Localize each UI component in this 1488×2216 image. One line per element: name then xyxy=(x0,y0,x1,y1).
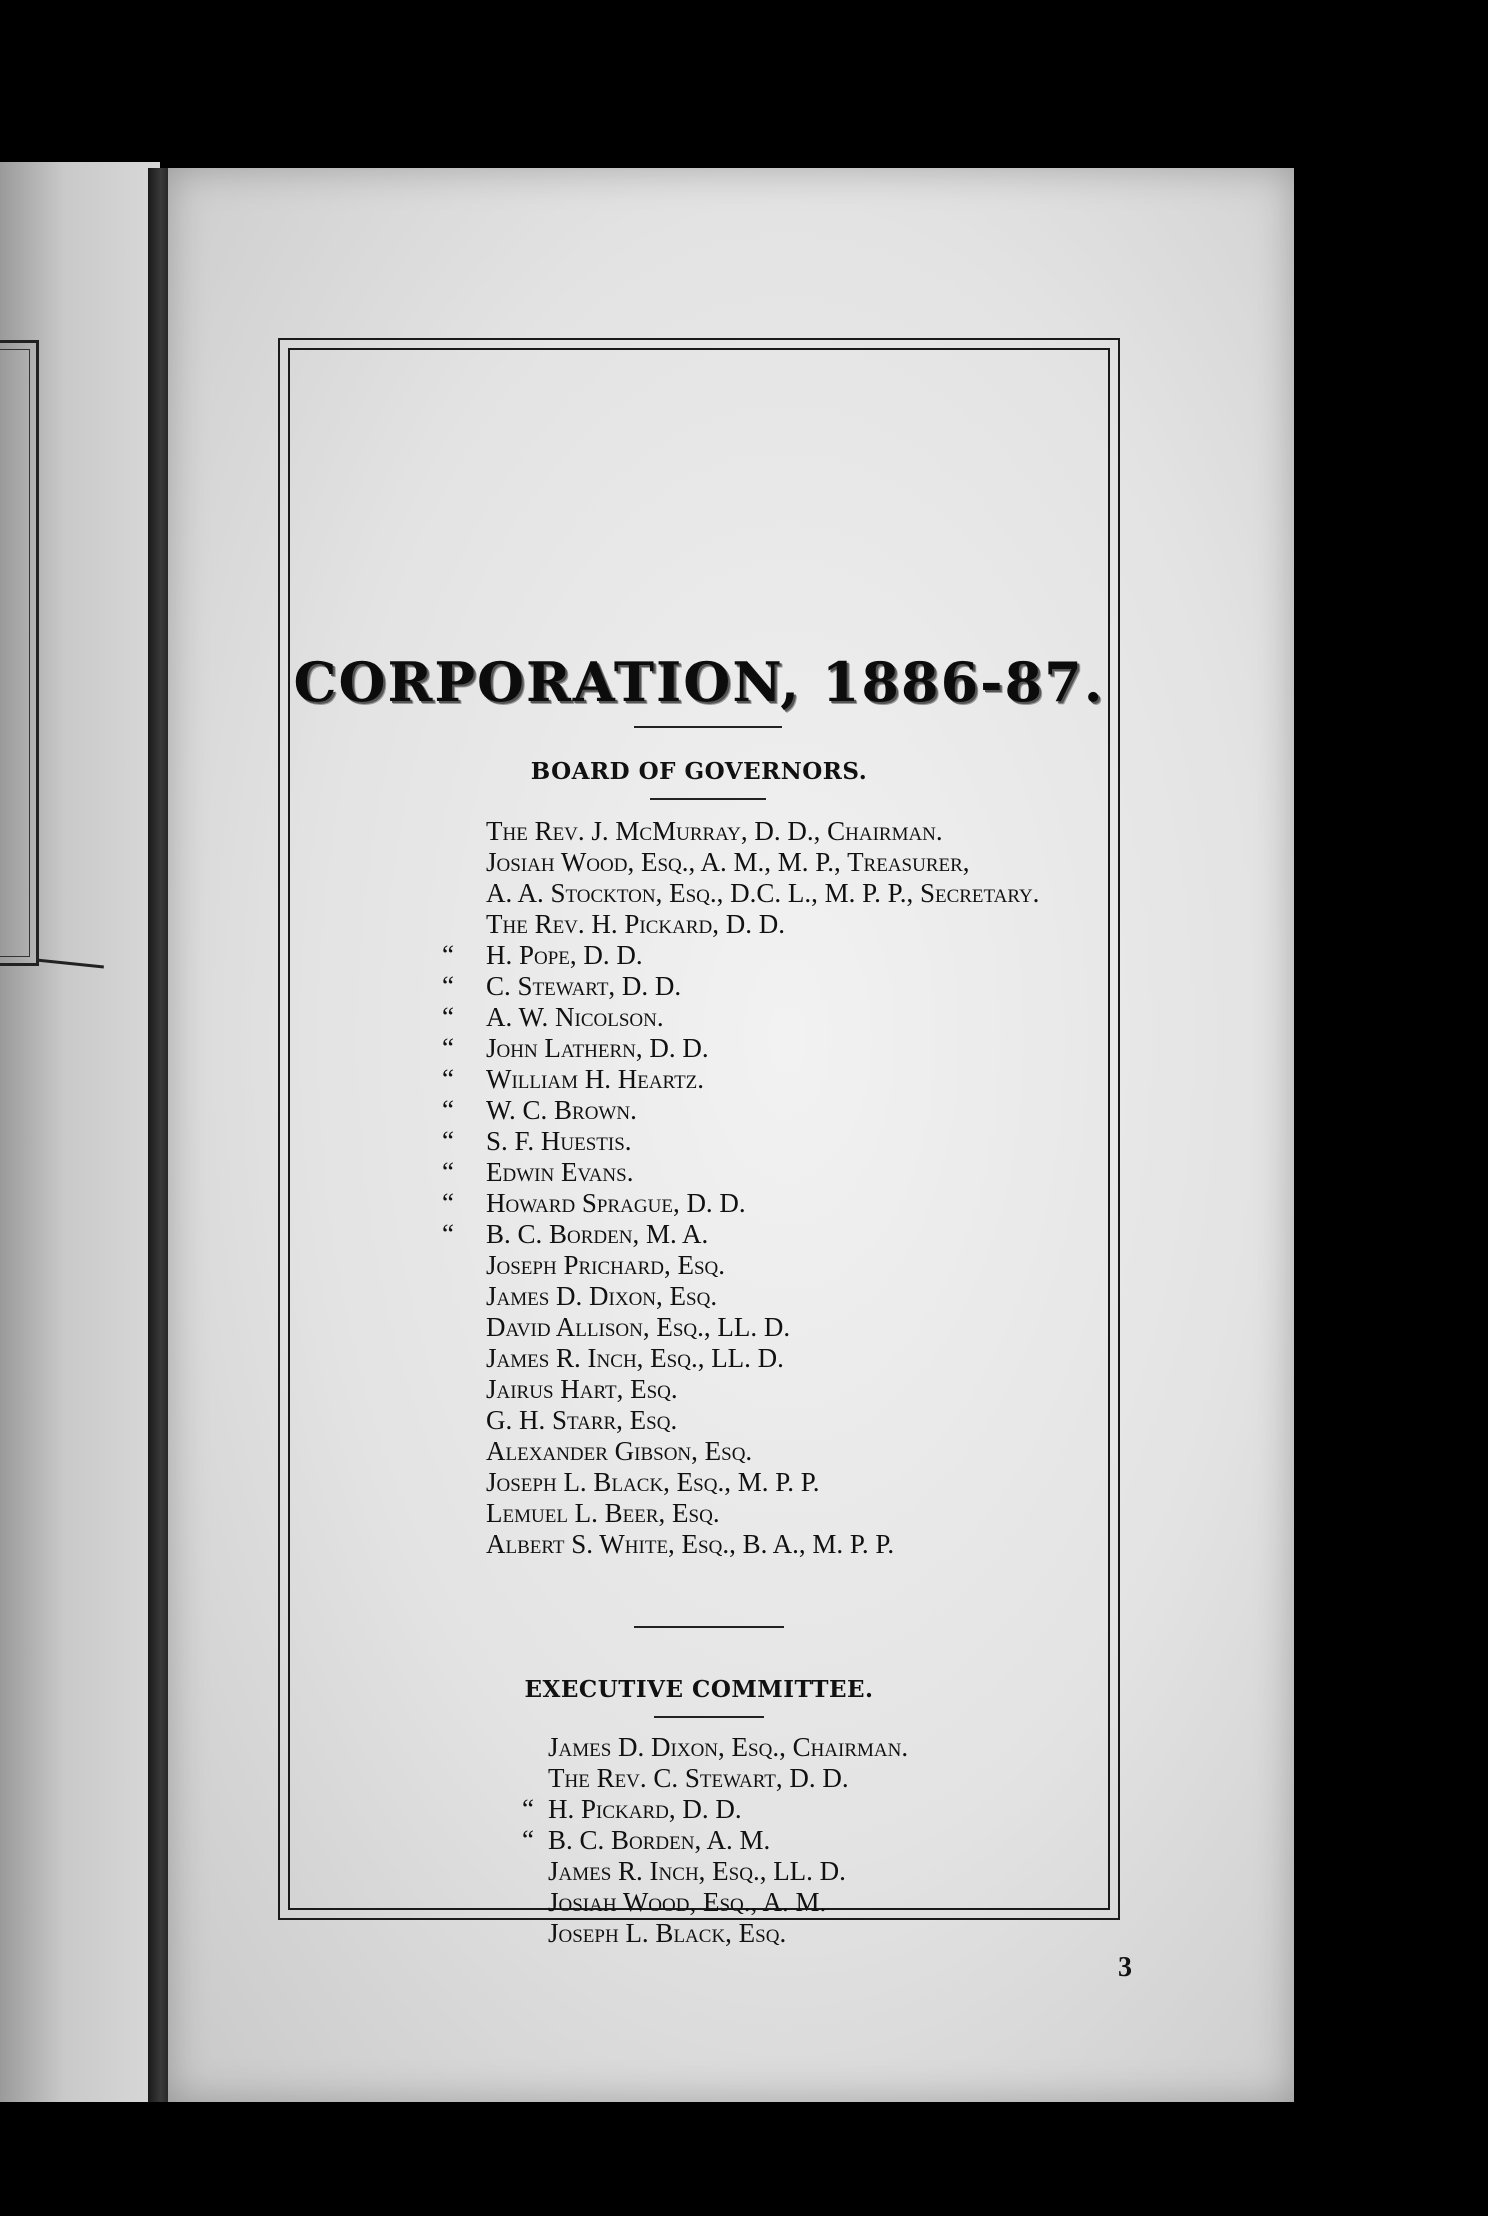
list-item: G. H. Starr, Esq. xyxy=(486,1405,678,1435)
list-item: The Rev. C. Stewart, D. D. xyxy=(548,1763,849,1793)
page-border xyxy=(278,338,1132,1983)
list-item: “ Edwin Evans. xyxy=(442,1157,634,1187)
list-item: The Rev. J. McMurray, D. D., Chairman. xyxy=(486,816,943,846)
list-item: “ Howard Sprague, D. D. xyxy=(442,1188,746,1218)
list-item: Josiah Wood, Esq., A. M. xyxy=(548,1887,827,1917)
list-item: Lemuel L. Beer, Esq. xyxy=(486,1498,720,1528)
list-item: “ C. Stewart, D. D. xyxy=(442,971,682,1001)
executive-members-list xyxy=(464,1732,908,1949)
list-item: David Allison, Esq., LL. D. xyxy=(486,1312,791,1342)
executive-heading-rule xyxy=(654,1716,764,1718)
list-item: “ William H. Heartz. xyxy=(442,1064,705,1094)
list-item: Joseph Prichard, Esq. xyxy=(486,1250,725,1280)
page-number: 3 xyxy=(1118,1952,1132,1983)
list-item: Joseph L. Black, Esq., M. P. P. xyxy=(486,1467,820,1497)
list-item: Albert S. White, Esq., B. A., M. P. P. xyxy=(486,1529,895,1559)
facing-page-frame xyxy=(0,340,39,966)
list-item: James R. Inch, Esq., LL. D. xyxy=(548,1856,846,1886)
list-item: Josiah Wood, Esq., A. M., M. P., Treasurer, xyxy=(486,847,970,877)
document-page xyxy=(168,168,1294,2102)
list-item: “ A. W. Nicolson. xyxy=(442,1002,664,1032)
list-item: Alexander Gibson, Esq. xyxy=(486,1436,753,1466)
list-item: James R. Inch, Esq., LL. D. xyxy=(486,1343,784,1373)
list-item: “ B. C. Borden, M. A. xyxy=(442,1219,709,1249)
section-divider xyxy=(634,1626,784,1628)
list-item: “ John Lathern, D. D. xyxy=(442,1033,709,1063)
list-item: Joseph L. Black, Esq. xyxy=(548,1918,787,1948)
page-title: CORPORATION, 1886-87. xyxy=(293,650,1105,714)
list-item: Jairus Hart, Esq. xyxy=(486,1374,678,1404)
list-item: “ W. C. Brown. xyxy=(442,1095,637,1125)
list-item: “ H. Pickard, D. D. xyxy=(522,1794,742,1824)
list-item: “ B. C. Borden, A. M. xyxy=(522,1825,771,1855)
board-heading-rule xyxy=(650,798,766,800)
board-heading: BOARD OF GOVERNORS. xyxy=(530,758,868,785)
facing-page-edge xyxy=(0,162,160,2102)
list-item: James D. Dixon, Esq., Chairman. xyxy=(548,1732,909,1762)
list-item: A. A. Stockton, Esq., D.C. L., M. P. P., Secretary. xyxy=(486,878,1040,908)
title-rule xyxy=(634,726,782,728)
list-item: “ H. Pope, D. D. xyxy=(442,940,643,970)
list-item: “ S. F. Huestis. xyxy=(442,1126,632,1156)
list-item: The Rev. H. Pickard, D. D. xyxy=(486,909,786,939)
facing-page-mark xyxy=(36,958,104,968)
executive-heading: EXECUTIVE COMMITTEE. xyxy=(524,1676,874,1703)
board-members-list xyxy=(384,816,1039,1560)
list-item: James D. Dixon, Esq. xyxy=(486,1281,718,1311)
